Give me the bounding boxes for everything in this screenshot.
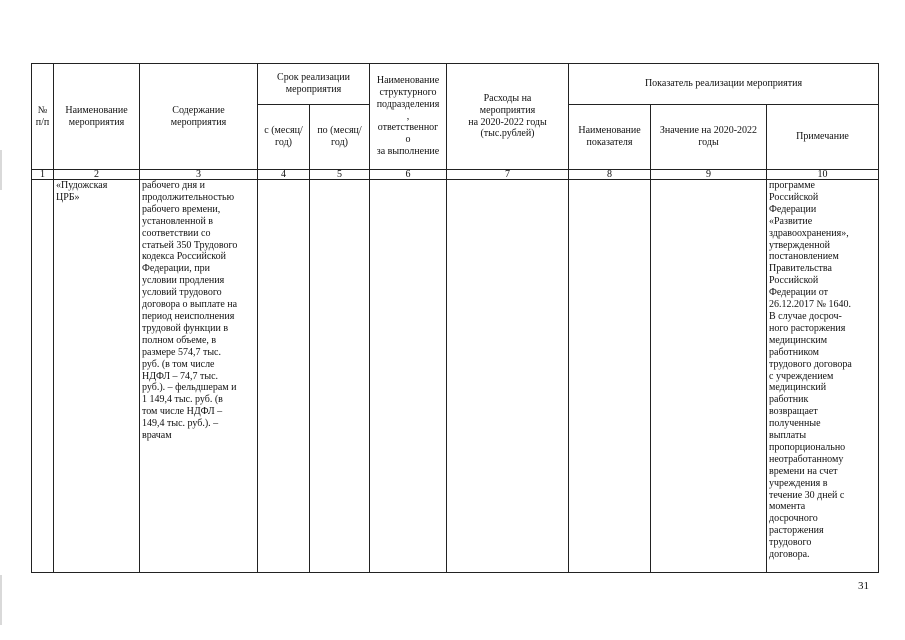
cell-indicator-note: программе Российской Федерации «Развитие здравоохранения», утвержденной постановлением Правительства Российской Федерации от 26.12.2017 № 1640. В случае досроч- ного расторжения медицинским работником трудового договора с учреждением медицинский работник возвращает полученные выплаты пропорционально неотработанному времени на счет учреждения в течение 30 дней с момента досрочного расторжения трудового договора. [767,180,879,573]
column-number: 1 [32,170,54,180]
column-number: 2 [54,170,140,180]
column-number: 6 [370,170,447,180]
column-number: 5 [310,170,370,180]
activities-table [31,63,879,573]
cell-num [32,180,54,573]
header-num: № п/п [32,64,54,170]
header-indicator-value: Значение на 2020-2022 годы [651,105,767,170]
column-number: 3 [140,170,258,180]
cell-activity-name: «Пудожская ЦРБ» [54,180,140,573]
scan-gutter-line-top [0,150,2,190]
header-activity-name: Наименование мероприятия [54,64,140,170]
cell-activity-content: рабочего дня и продолжительностью рабочего времени, установленной в соответствии со статьей 350 Трудового кодекса Российской Федерации, при условии продления условий трудового договора о выплате на период неисполнения трудовой функции в полном объеме, в размере 574,7 тыс. руб. (в том числе НДФЛ – 74,7 тыс. руб.). – фельдшерам и 1 149,4 тыс. руб. (в том числе НДФЛ – 149,4 тыс. руб.). – врачам [140,180,258,573]
cell-indicator-name [569,180,651,573]
header-period: Срок реализации мероприятия [258,64,370,105]
table-row [32,180,879,573]
cell-responsible-unit [370,180,447,573]
page-number: 31 [858,580,869,592]
cell-expenses [447,180,569,573]
header-indicator: Показатель реализации мероприятия [569,64,879,105]
column-number: 9 [651,170,767,180]
column-number: 8 [569,170,651,180]
column-number: 7 [447,170,569,180]
header-responsible-unit: Наименование структурного подразделения , ответственног о за выполнение [370,64,447,170]
header-activity-content: Содержание мероприятия [140,64,258,170]
header-expenses: Расходы на мероприятия на 2020-2022 годы (тыс.рублей) [447,64,569,170]
scan-gutter-line-bottom [0,575,2,625]
column-number: 10 [767,170,879,180]
column-number-row [32,170,879,180]
header-indicator-note: Примечание [767,105,879,170]
cell-period-to [310,180,370,573]
header-period-from: с (месяц/ год) [258,105,310,170]
header-period-to: по (месяц/ год) [310,105,370,170]
cell-indicator-value [651,180,767,573]
header-indicator-name: Наименование показателя [569,105,651,170]
cell-period-from [258,180,310,573]
column-number: 4 [258,170,310,180]
